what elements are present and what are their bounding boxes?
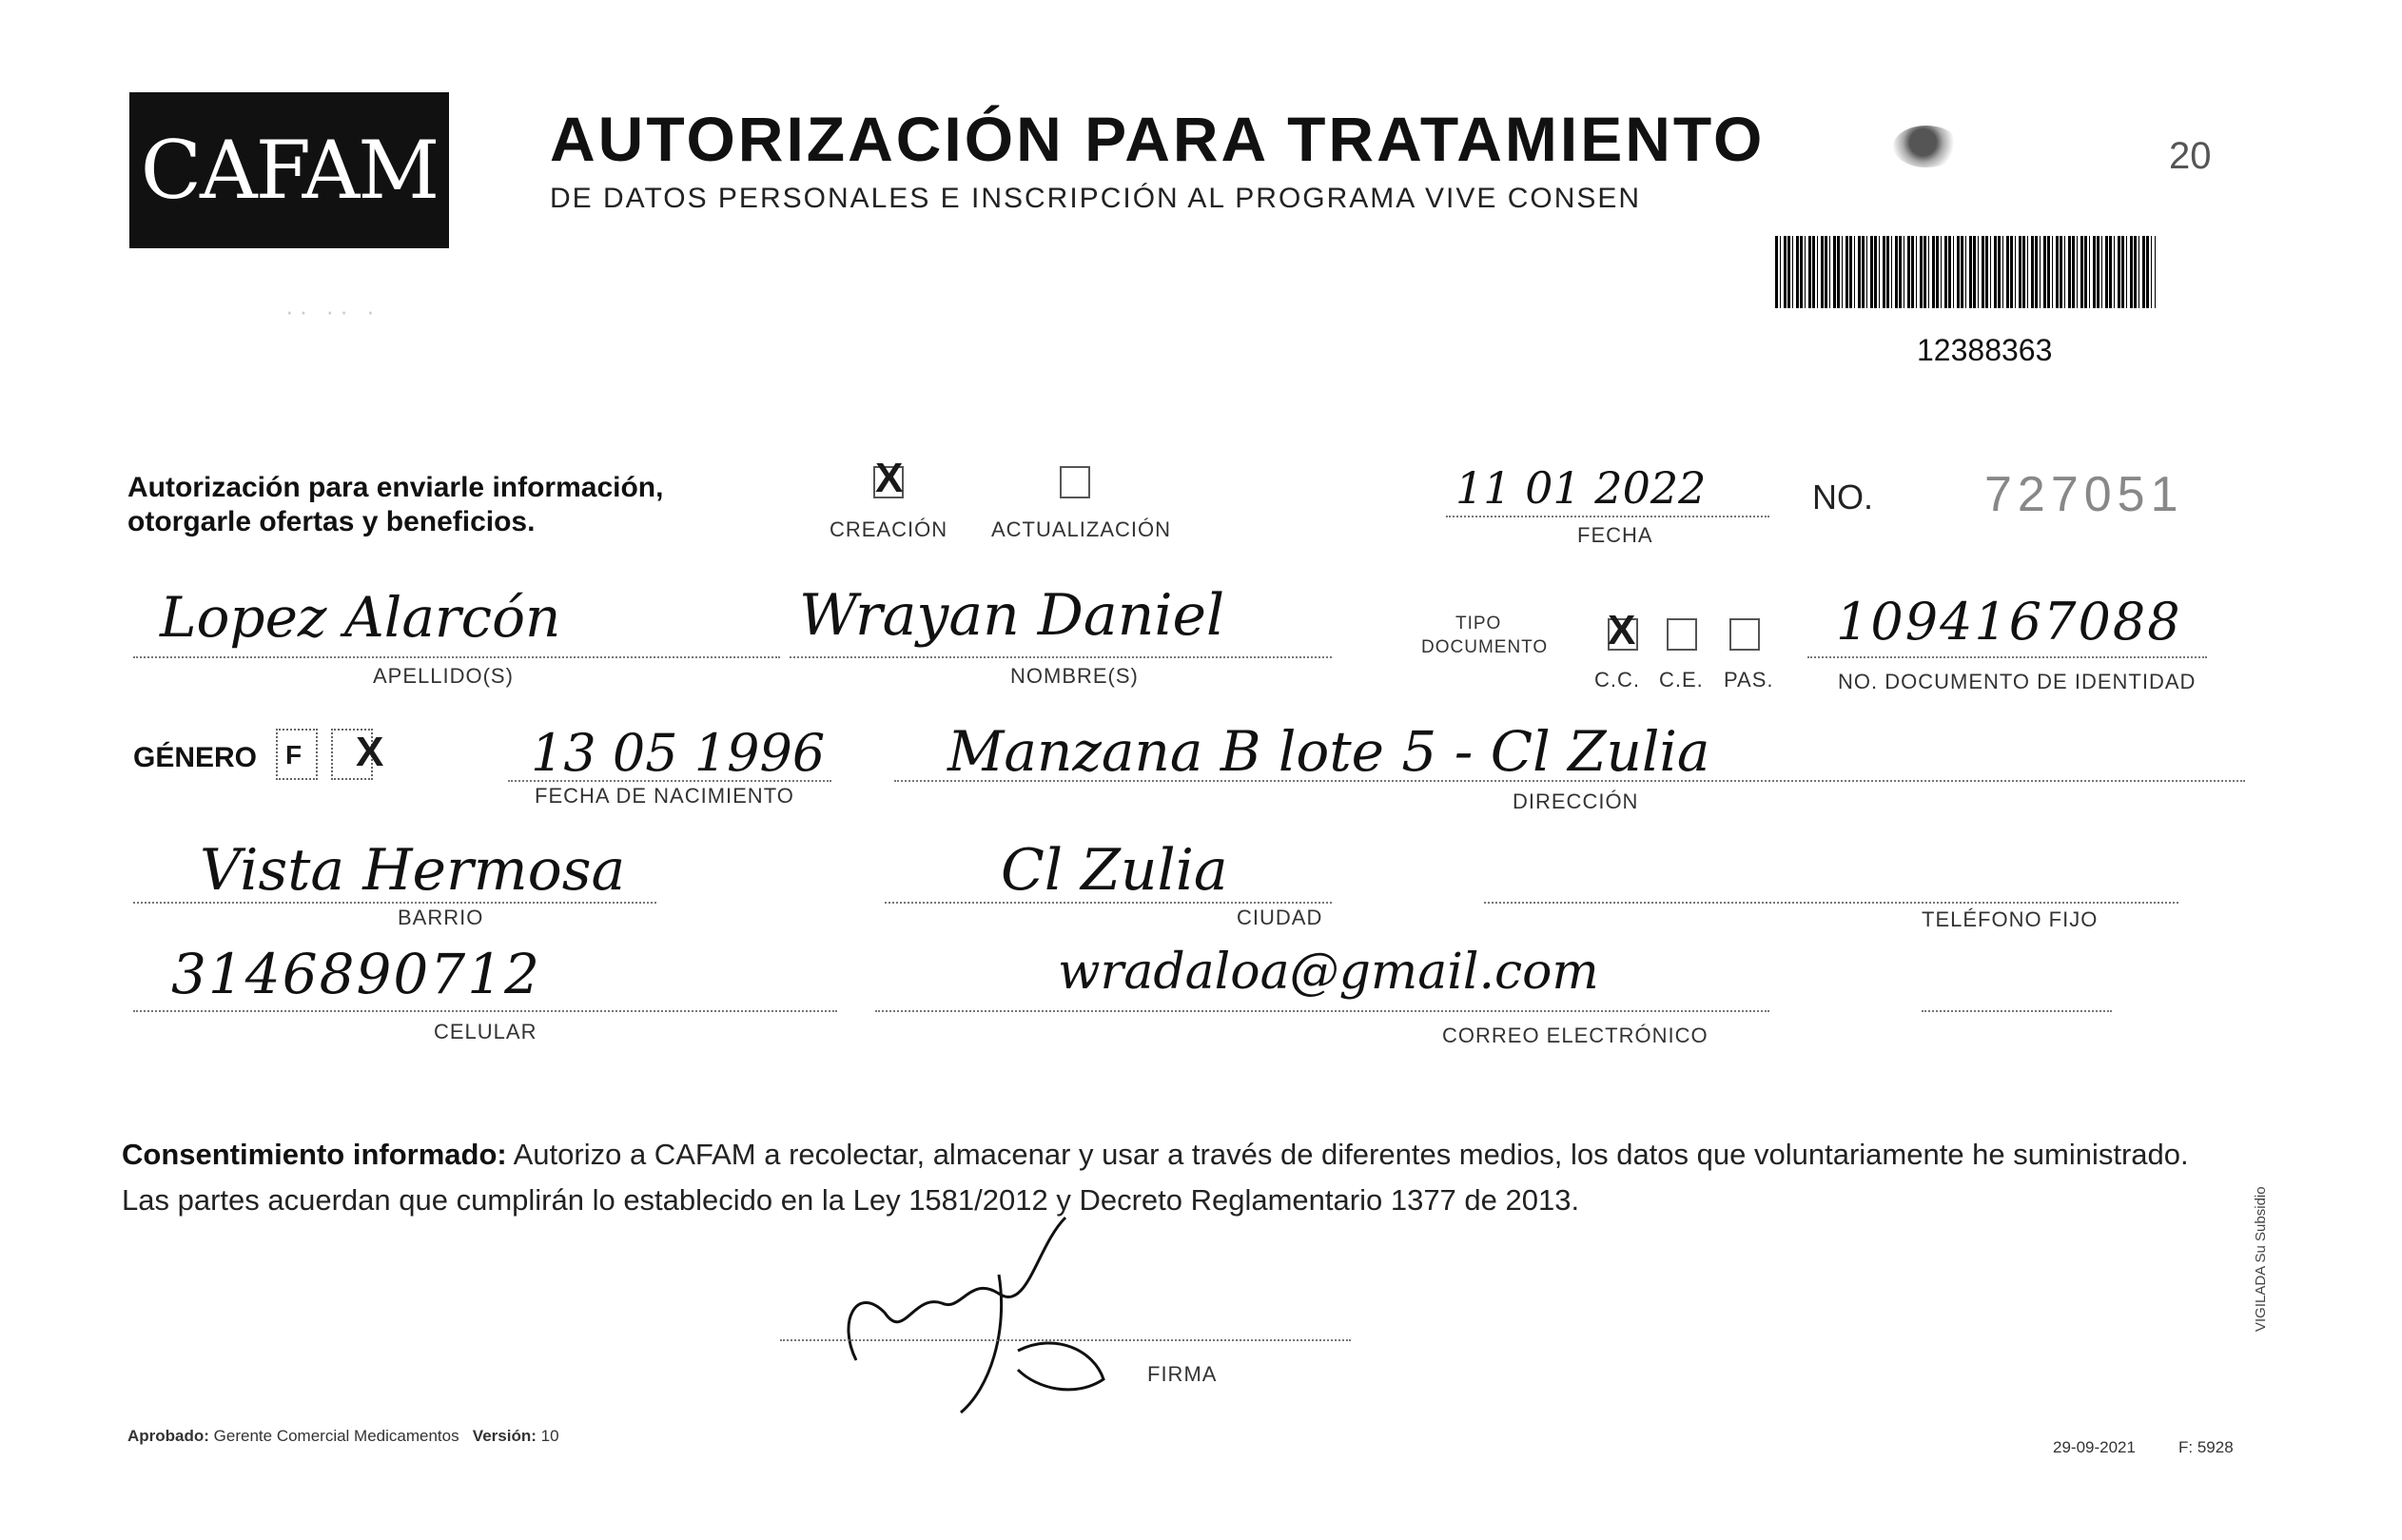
signature-line [780,1339,1351,1341]
extra-line [1922,1010,2112,1012]
creacion-mark: X [875,455,904,501]
actualizacion-label: ACTUALIZACIÓN [991,517,1172,541]
footer-form-code: F: 5928 [2178,1438,2234,1456]
genero-mark: X [356,729,384,775]
cc-mark: X [1608,607,1636,653]
apellidos-line [133,656,780,658]
cafam-logo [129,92,449,248]
no-value: 727051 [1984,467,2184,522]
corner-mark: 20 [2169,135,2212,177]
barcode-number: 12388363 [1917,333,2053,367]
documento-label: NO. DOCUMENTO DE IDENTIDAD [1838,670,2197,693]
direccion-label: DIRECCIÓN [1513,789,1639,813]
correo-label: CORREO ELECTRÓNICO [1442,1023,1709,1047]
version-value: 10 [540,1427,559,1445]
direccion-value: Manzana B lote 5 - Cl Zulia [947,719,1710,784]
no-label: NO. [1812,478,1874,517]
aprobado-value: Gerente Comercial Medicamentos [213,1427,459,1445]
ce-checkbox[interactable] [1667,618,1697,651]
authorization-line-2: otorgarle ofertas y beneficios. [127,506,536,537]
apellidos-value: Lopez Alarcón [160,585,561,650]
barrio-line [133,902,656,904]
logo-text: CAFAM [140,124,439,217]
pas-label: PAS. [1724,668,1774,692]
tipo-label-1: TIPO [1455,614,1502,634]
ciudad-value: Cl Zulia [1001,837,1228,904]
celular-line [133,1010,837,1012]
authorization-text [127,471,663,539]
direccion-line [894,780,2245,782]
celular-label: CELULAR [434,1020,537,1043]
pas-checkbox[interactable] [1729,618,1760,651]
genero-f-label: F [285,740,303,770]
nacimiento-value: 13 05 1996 [531,723,826,783]
form-subtitle: DE DATOS PERSONALES E INSCRIPCIÓN AL PROGRAMA VIVE CONSEN [550,183,1642,214]
fecha-line [1446,516,1769,517]
creacion-label: CREACIÓN [830,517,948,541]
version-label: Versión: [472,1427,537,1445]
ciudad-label: CIUDAD [1237,906,1323,929]
telefono-line [1484,902,2178,904]
stamp-smudge [1893,126,1960,167]
consent-line-1 [122,1132,2253,1178]
consent-heading: Consentimiento informado: [122,1138,507,1171]
nacimiento-line [508,780,831,782]
footer-approved [127,1427,559,1446]
faint-stamp: ·· ·· · [285,297,381,325]
consent-line-2: Las partes acuerdan que cumplirán lo establecido en la Ley 1581/2012 y Decreto Reglamentario 1377 de 2013. [122,1183,1580,1217]
barrio-value: Vista Hermosa [200,837,626,904]
signature-label: FIRMA [1147,1362,1218,1386]
cc-label: C.C. [1594,668,1640,692]
correo-line [875,1010,1769,1012]
apellidos-label: APELLIDO(S) [373,664,514,688]
nombres-value: Wrayan Daniel [799,582,1225,649]
nacimiento-label: FECHA DE NACIMIENTO [535,784,794,808]
footer-side-text: VIGILADA Su Subsidio [2253,1186,2269,1332]
actualizacion-checkbox[interactable] [1060,466,1090,498]
tipo-label-2: DOCUMENTO [1421,637,1549,657]
barrio-label: BARRIO [398,906,484,929]
telefono-label: TELÉFONO FIJO [1922,907,2099,931]
fecha-label: FECHA [1577,523,1653,547]
ce-label: C.E. [1659,668,1704,692]
consent-text-1: Autorizo a CAFAM a recolectar, almacenar y usar a través de diferentes medios, los datos que voluntariamente he suministrado. [506,1138,2189,1171]
fecha-value: 11 01 2022 [1455,462,1707,514]
authorization-line-1: Autorización para enviarle información, [127,472,664,503]
documento-line [1807,656,2207,658]
signature-drawing [818,1208,1161,1427]
ciudad-line [885,902,1332,904]
genero-label: GÉNERO [133,742,258,773]
celular-value: 3146890712 [171,942,542,1006]
correo-value: wradaloa@gmail.com [1058,944,1599,1001]
documento-value: 1094167088 [1836,592,2182,652]
consent-paragraph [122,1132,2253,1223]
aprobado-label: Aprobado: [127,1427,209,1445]
nombres-line [790,656,1332,658]
form-title: AUTORIZACIÓN PARA TRATAMIENTO [550,104,1766,174]
nombres-label: NOMBRE(S) [1010,664,1139,688]
barcode [1775,236,2156,308]
footer-date: 29-09-2021 [2053,1438,2136,1456]
